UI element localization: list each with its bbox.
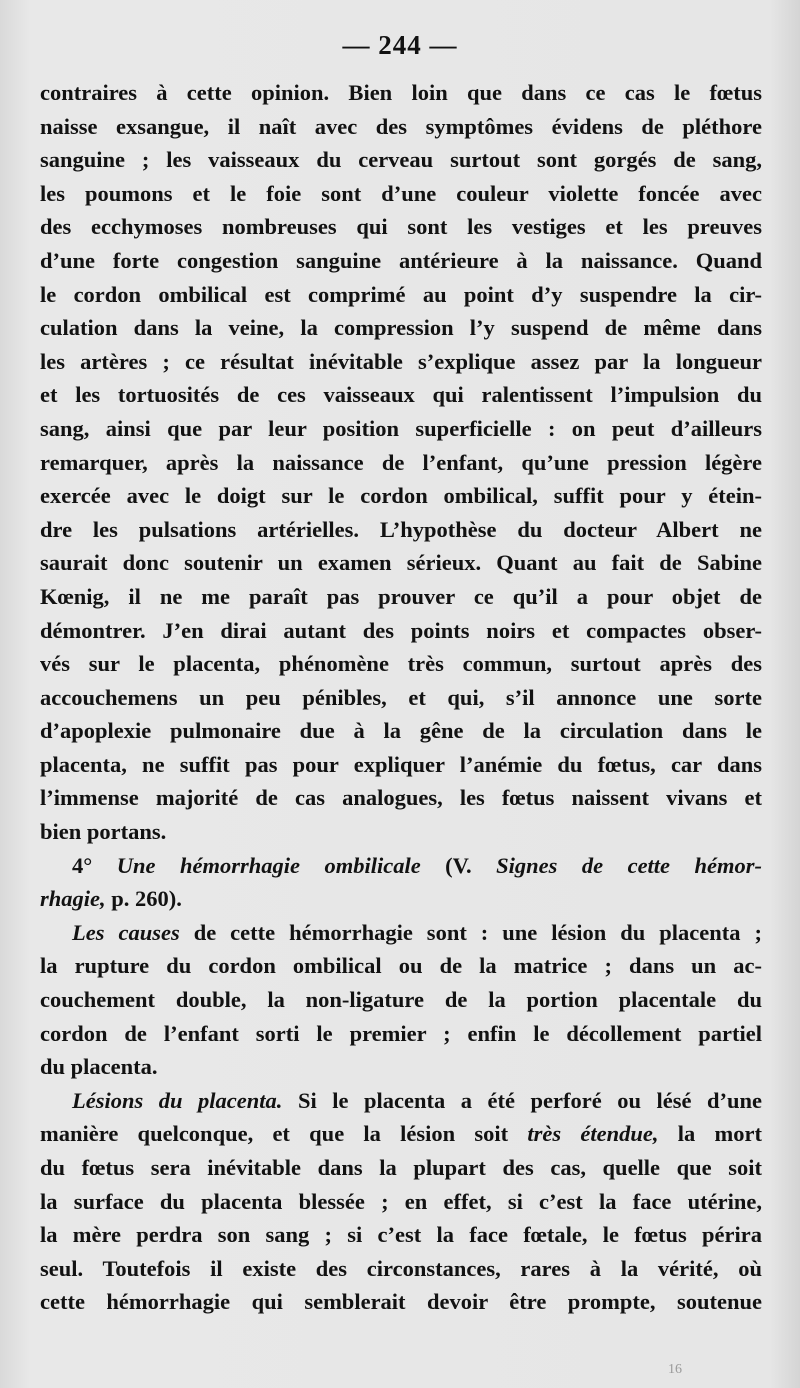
text-line: la rupture du cordon ombilical ou de la matrice ; dans un ac-: [40, 953, 762, 979]
text-line: d’apoplexie pulmonaire due à la gêne de la circulation dans le: [40, 718, 762, 744]
text-line: du placenta.: [40, 1054, 158, 1080]
text-line: bien portans.: [40, 819, 167, 845]
text-line: d’une forte congestion sanguine antérieure à la naissance. Quand: [40, 247, 762, 273]
footer-mark: 16: [668, 1362, 682, 1377]
section-ref-title-end: rhagie,: [40, 886, 106, 912]
text-line: et les tortuosités de ces vaisseaux qui ralentissent l’impulsion du: [40, 382, 762, 408]
section-ref-close: p. 260).: [111, 886, 182, 912]
text-line: accouchemens un peu pénibles, et qui, s’il annonce une sorte: [40, 684, 762, 710]
text-line: les artères ; ce résultat inévitable s’explique assez par la longueur: [40, 348, 762, 374]
text-line: sanguine ; les vaisseaux du cerveau surtout sont gorgés de sang,: [40, 147, 762, 173]
text-line: Kœnig, il ne me paraît pas prouver ce qu’il a pour objet de: [40, 583, 762, 609]
section-ref-open: (V.: [445, 852, 472, 878]
lesions-paragraph-start: [40, 1084, 762, 1118]
section-title: Une hémorrhagie ombilicale: [116, 852, 421, 878]
text-line: dre les pulsations artérielles. L’hypothèse du docteur Albert ne: [40, 516, 762, 542]
lesions-label: Lésions du placenta.: [72, 1087, 283, 1113]
text-line: naisse exsangue, il naît avec des symptômes évidens de pléthore: [40, 113, 762, 139]
text-line: saurait donc soutenir un examen sérieux. Quant au fait de Sabine: [40, 550, 762, 576]
text-line: sang, ainsi que par leur position superficielle : on peut d’ailleurs: [40, 415, 762, 441]
text-line: cordon de l’enfant sorti le premier ; enfin le décollement partiel: [40, 1020, 762, 1046]
body-text: [40, 76, 762, 1319]
section-number: 4°: [72, 852, 93, 878]
text-line: couchement double, la non-ligature de la portion placentale du: [40, 987, 762, 1013]
lesions-text-pre: manière quelconque, et que la lésion soit: [40, 1121, 509, 1147]
text-line: vés sur le placenta, phénomène très commun, surtout après des: [40, 651, 762, 677]
causes-paragraph-start: [40, 916, 762, 950]
text-line: les poumons et le foie sont d’une couleur violette foncée avec: [40, 180, 762, 206]
text-line: placenta, ne suffit pas pour expliquer l’anémie du fœtus, car dans: [40, 751, 762, 777]
text-line: la mère perdra son sang ; si c’est la face fœtale, le fœtus périra: [40, 1222, 762, 1248]
text-line: des ecchymoses nombreuses qui sont les vestiges et les preuves: [40, 214, 762, 240]
text-line: l’immense majorité de cas analogues, les fœtus naissent vivans et: [40, 785, 762, 811]
section-heading-continued: [40, 882, 762, 916]
lesions-text: Si le placenta a été perforé ou lésé d’une: [297, 1087, 762, 1113]
section-ref-title: Signes de cette hémor-: [496, 852, 763, 878]
section-heading: [40, 849, 762, 883]
lesions-text-post: la mort: [677, 1121, 762, 1147]
text-line: seul. Toutefois il existe des circonstances, rares à la vérité, où: [40, 1255, 762, 1281]
text-line: exercée avec le doigt sur le cordon ombilical, suffit pour y étein-: [40, 483, 762, 509]
text-line: culation dans la veine, la compression l’y suspend de même dans: [40, 315, 762, 341]
lesions-line-2: [40, 1117, 762, 1151]
text-line: la surface du placenta blessée ; en effet, si c’est la face utérine,: [40, 1188, 762, 1214]
causes-text: de cette hémorrhagie sont : une lésion du placenta ;: [193, 919, 762, 945]
causes-label: Les causes: [72, 919, 180, 945]
text-line: le cordon ombilical est comprimé au point d’y suspendre la cir-: [40, 281, 762, 307]
text-line: démontrer. J’en dirai autant des points noirs et compactes obser-: [40, 617, 762, 643]
text-line: du fœtus sera inévitable dans la plupart des cas, quelle que soit: [40, 1155, 762, 1180]
text-line: contraires à cette opinion. Bien loin que dans ce cas le fœtus: [40, 80, 762, 105]
lesions-emphasis: très étendue,: [527, 1121, 659, 1147]
text-line: remarquer, après la naissance de l’enfant, qu’une pression légère: [40, 449, 762, 475]
text-line: cette hémorrhagie qui semblerait devoir être prompte, soutenue: [40, 1289, 762, 1315]
page-number: — 244 —: [342, 30, 458, 60]
